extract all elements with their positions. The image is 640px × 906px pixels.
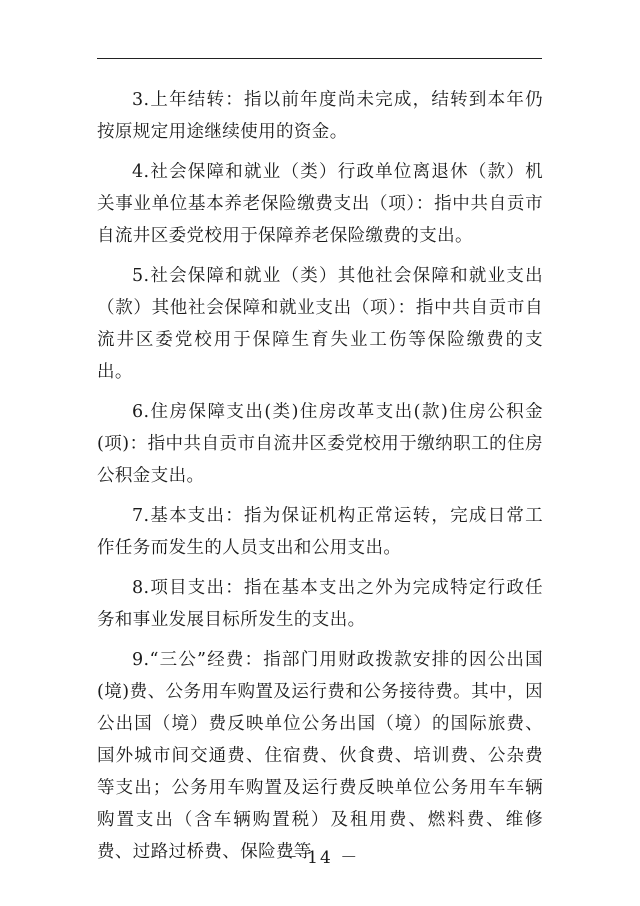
- header-rule: [97, 58, 542, 59]
- paragraph-housing-provident-fund: 6.住房保障支出(类)住房改革支出(款)住房公积金(项)：指中共自贡市自流井区委党校用于缴纳职工的住房公积金支出。: [97, 402, 543, 486]
- paragraph-project-expenditure: 8.项目支出：指在基本支出之外为完成特定行政任务和事业发展目标所发生的支出。: [97, 578, 543, 630]
- paragraph-other-social-security-expense: 5.社会保障和就业（类）其他社会保障和就业支出（款）其他社会保障和就业支出（项）：指中共自贡市自流井区委党校用于保障生育失业工伤等保险缴费的支出。: [97, 266, 543, 382]
- paragraph-pension-insurance-expense: 4.社会保障和就业（类）行政单位离退休（款）机关事业单位基本养老保险缴费支出（项）：指中共自贡市自流井区委党校用于保障养老保险缴费的支出。: [97, 162, 543, 246]
- document-body: [97, 84, 543, 876]
- paragraph-previous-year-carryover: 3.上年结转：指以前年度尚未完成，结转到本年仍按原规定用途继续使用的资金。: [97, 90, 543, 142]
- paragraph-basic-expenditure: 7.基本支出：指为保证机构正常运转，完成日常工作任务而发生的人员支出和公用支出。: [97, 506, 543, 558]
- page-number: － 14 －: [280, 848, 360, 868]
- paragraph-three-public-expenses: 9.“三公”经费：指部门用财政拨款安排的因公出国(境)费、公务用车购置及运行费和公务接待费。其中，因公出国（境）费反映单位公务出国（境）的国际旅费、国外城市间交通费、住宿费、伙食费、培训费、公杂费等支出；公务用车购置及运行费反映单位公务用车车辆购置支出（含车辆购置税）及租用费、燃料费、维修费、过路过桥费、保险费等: [97, 650, 543, 862]
